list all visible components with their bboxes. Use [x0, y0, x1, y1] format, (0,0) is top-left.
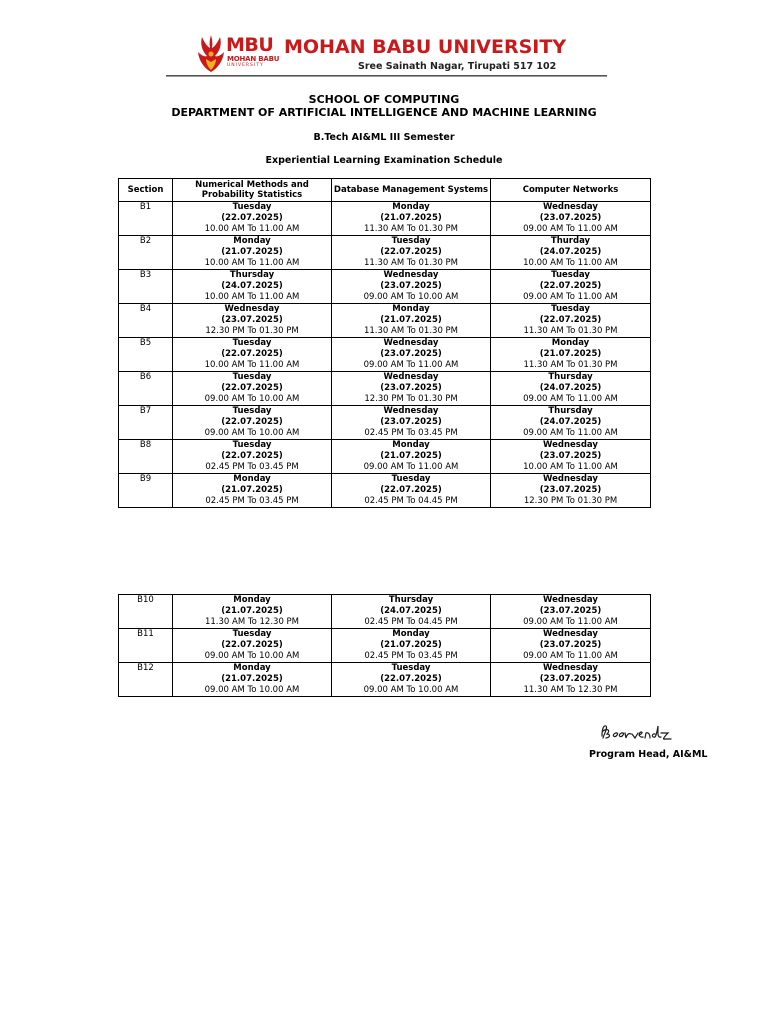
exam-day: Monday — [392, 440, 430, 450]
section-cell: B2 — [119, 236, 173, 270]
section-cell: B8 — [119, 440, 173, 474]
exam-time: 09.00 AM To 10.00 AM — [204, 394, 300, 404]
exam-day: Wednesday — [383, 372, 439, 382]
exam-day: Tuesday — [232, 440, 272, 450]
exam-time: 09.00 AM To 11.00 AM — [523, 617, 618, 627]
exam-time: 10.00 AM To 11.00 AM — [204, 224, 300, 234]
table-row — [119, 663, 651, 697]
exam-day: Tuesday — [391, 236, 431, 246]
exam-slot-cell — [332, 629, 491, 663]
section-cell: B5 — [119, 338, 173, 372]
exam-date: (22.07.2025) — [221, 213, 283, 223]
exam-time: 09.00 AM To 11.00 AM — [523, 428, 618, 438]
exam-day: Monday — [392, 202, 430, 212]
logo-subtitle-small: UNIVERSITY — [227, 63, 264, 68]
phoenix-emblem-icon — [196, 34, 226, 74]
exam-time: 09.00 AM To 10.00 AM — [363, 685, 459, 695]
exam-slot-cell — [491, 372, 651, 406]
table-row — [119, 474, 651, 508]
exam-date: (22.07.2025) — [221, 417, 283, 427]
exam-slot-cell — [491, 338, 651, 372]
exam-day: Monday — [233, 595, 271, 605]
exam-day: Monday — [392, 304, 430, 314]
exam-date: (23.07.2025) — [539, 485, 602, 495]
exam-slot-cell — [491, 663, 651, 697]
exam-time: 11.30 AM To 01.30 PM — [523, 360, 618, 370]
exam-time: 12.30 PM To 01.30 PM — [364, 394, 458, 404]
exam-day: Wednesday — [543, 440, 598, 450]
exam-day: Wednesday — [224, 304, 280, 314]
exam-slot-cell — [491, 595, 651, 629]
section-cell: B1 — [119, 202, 173, 236]
exam-day: Tuesday — [232, 202, 272, 212]
exam-date: (21.07.2025) — [221, 674, 283, 684]
exam-day: Tuesday — [232, 372, 272, 382]
exam-date: (23.07.2025) — [539, 606, 602, 616]
exam-slot-cell — [491, 202, 651, 236]
exam-slot-cell — [332, 304, 491, 338]
exam-day: Wednesday — [383, 406, 439, 416]
exam-date: (24.07.2025) — [539, 383, 602, 393]
exam-date: (24.07.2025) — [539, 417, 602, 427]
exam-day: Tuesday — [232, 406, 272, 416]
exam-time: 10.00 AM To 11.00 AM — [523, 258, 618, 268]
department-title: DEPARTMENT OF ARTIFICIAL INTELLIGENCE AND MACHINE LEARNING — [171, 106, 597, 119]
exam-date: (21.07.2025) — [380, 315, 442, 325]
university-name: MOHAN BABU UNIVERSITY — [284, 36, 567, 58]
exam-slot-cell — [491, 474, 651, 508]
exam-time: 11.30 AM To 12.30 PM — [204, 617, 300, 627]
exam-day: Tuesday — [551, 304, 590, 314]
exam-time: 11.30 AM To 01.30 PM — [363, 326, 459, 336]
exam-date: (23.07.2025) — [380, 349, 442, 359]
exam-time: 09.00 AM To 10.00 AM — [204, 428, 300, 438]
exam-slot-cell — [173, 440, 332, 474]
exam-schedule-table — [118, 178, 651, 508]
exam-day: Monday — [392, 629, 430, 639]
exam-slot-cell — [332, 372, 491, 406]
exam-day: Wednesday — [543, 595, 598, 605]
table-row — [119, 629, 651, 663]
table-row — [119, 338, 651, 372]
exam-time: 09.00 AM To 11.00 AM — [363, 462, 459, 472]
exam-time: 11.30 AM To 01.30 PM — [363, 258, 459, 268]
column-header: Database Management Systems — [332, 179, 491, 202]
table-row — [119, 236, 651, 270]
exam-time: 10.00 AM To 11.00 AM — [204, 360, 300, 370]
exam-slot-cell — [173, 270, 332, 304]
exam-time: 12.30 PM To 01.30 PM — [523, 496, 618, 506]
exam-slot-cell — [332, 595, 491, 629]
exam-time: 02.45 PM To 03.45 PM — [364, 428, 458, 438]
exam-date: (21.07.2025) — [539, 349, 602, 359]
exam-day: Tuesday — [391, 474, 431, 484]
program-title: B.Tech AI&ML III Semester — [313, 132, 455, 143]
table-row — [119, 270, 651, 304]
table-row — [119, 406, 651, 440]
exam-day: Tuesday — [232, 629, 272, 639]
exam-schedule-table-continued — [118, 594, 651, 697]
exam-time: 09.00 AM To 11.00 AM — [523, 292, 618, 302]
column-header: Numerical Methods and Probability Statistics — [173, 179, 332, 202]
exam-day: Thursday — [548, 372, 593, 382]
exam-date: (23.07.2025) — [380, 383, 442, 393]
exam-day: Thursday — [388, 595, 434, 605]
exam-time: 02.45 PM To 03.45 PM — [205, 462, 299, 472]
table-row — [119, 304, 651, 338]
exam-date: (22.07.2025) — [539, 281, 602, 291]
exam-time: 10.00 AM To 11.00 AM — [523, 462, 618, 472]
exam-date: (22.07.2025) — [380, 247, 442, 257]
exam-date: (21.07.2025) — [221, 247, 283, 257]
exam-day: Wednesday — [543, 629, 598, 639]
exam-time: 02.45 PM To 03.45 PM — [205, 496, 299, 506]
exam-slot-cell — [491, 236, 651, 270]
exam-day: Wednesday — [543, 474, 598, 484]
exam-time: 09.00 AM To 11.00 AM — [523, 394, 618, 404]
exam-day: Tuesday — [232, 338, 272, 348]
section-cell: B7 — [119, 406, 173, 440]
exam-time: 12.30 PM To 01.30 PM — [205, 326, 299, 336]
section-cell: B6 — [119, 372, 173, 406]
logo-abbrev: MBU — [226, 34, 274, 56]
exam-slot-cell — [173, 629, 332, 663]
exam-slot-cell — [491, 304, 651, 338]
exam-slot-cell — [491, 406, 651, 440]
exam-slot-cell — [332, 440, 491, 474]
table-row — [119, 372, 651, 406]
exam-day: Tuesday — [391, 663, 431, 673]
exam-date: (23.07.2025) — [539, 213, 602, 223]
exam-time: 10.00 AM To 11.00 AM — [204, 258, 300, 268]
exam-slot-cell — [332, 474, 491, 508]
exam-date: (22.07.2025) — [221, 640, 283, 650]
exam-time: 09.00 AM To 10.00 AM — [363, 292, 459, 302]
exam-slot-cell — [491, 270, 651, 304]
exam-date: (22.07.2025) — [221, 349, 283, 359]
exam-date: (22.07.2025) — [221, 451, 283, 461]
table-row — [119, 440, 651, 474]
exam-slot-cell — [332, 202, 491, 236]
column-header: Section — [119, 179, 173, 202]
exam-time: 10.00 AM To 11.00 AM — [204, 292, 300, 302]
exam-date: (21.07.2025) — [380, 213, 442, 223]
exam-day: Wednesday — [543, 663, 598, 673]
exam-slot-cell — [173, 406, 332, 440]
exam-date: (23.07.2025) — [380, 281, 442, 291]
exam-time: 02.45 PM To 03.45 PM — [364, 651, 458, 661]
exam-time: 11.30 AM To 01.30 PM — [523, 326, 618, 336]
exam-time: 09.00 AM To 11.00 AM — [523, 651, 618, 661]
exam-slot-cell — [173, 236, 332, 270]
section-cell: B4 — [119, 304, 173, 338]
exam-date: (23.07.2025) — [539, 674, 602, 684]
exam-slot-cell — [173, 202, 332, 236]
exam-slot-cell — [332, 406, 491, 440]
university-address: Sree Sainath Nagar, Tirupati 517 102 — [358, 61, 557, 72]
exam-date: (21.07.2025) — [221, 485, 283, 495]
exam-day: Monday — [233, 474, 271, 484]
exam-day: Wednesday — [543, 202, 598, 212]
exam-slot-cell — [491, 629, 651, 663]
column-header: Computer Networks — [491, 179, 651, 202]
section-cell: B3 — [119, 270, 173, 304]
exam-slot-cell — [491, 440, 651, 474]
exam-slot-cell — [332, 663, 491, 697]
exam-day: Thursday — [229, 270, 275, 280]
section-cell: B11 — [119, 629, 173, 663]
exam-slot-cell — [332, 236, 491, 270]
exam-time: 09.00 AM To 11.00 AM — [363, 360, 459, 370]
exam-slot-cell — [173, 595, 332, 629]
section-cell: B12 — [119, 663, 173, 697]
exam-slot-cell — [173, 372, 332, 406]
exam-date: (21.07.2025) — [380, 451, 442, 461]
exam-slot-cell — [173, 304, 332, 338]
exam-time: 11.30 AM To 12.30 PM — [523, 685, 618, 695]
letterhead — [196, 34, 610, 78]
signature — [598, 722, 678, 744]
exam-day: Thurday — [550, 236, 591, 246]
exam-date: (22.07.2025) — [539, 315, 602, 325]
exam-time: 09.00 AM To 11.00 AM — [523, 224, 618, 234]
university-logo — [196, 34, 284, 74]
exam-date: (23.07.2025) — [539, 451, 602, 461]
exam-date: (21.07.2025) — [221, 606, 283, 616]
exam-day: Wednesday — [383, 270, 439, 280]
exam-date: (23.07.2025) — [380, 417, 442, 427]
exam-time: 02.45 PM To 04.45 PM — [364, 617, 458, 627]
exam-day: Thursday — [548, 406, 593, 416]
table-header-row — [119, 179, 651, 202]
exam-slot-cell — [173, 338, 332, 372]
exam-date: (22.07.2025) — [221, 383, 283, 393]
exam-date: (22.07.2025) — [380, 674, 442, 684]
exam-slot-cell — [332, 338, 491, 372]
schedule-title: Experiential Learning Examination Schedule — [265, 155, 503, 166]
exam-day: Monday — [551, 338, 590, 348]
exam-time: 11.30 AM To 01.30 PM — [363, 224, 459, 234]
exam-time: 02.45 PM To 04.45 PM — [364, 496, 458, 506]
exam-date: (24.07.2025) — [539, 247, 602, 257]
exam-time: 09.00 AM To 10.00 AM — [204, 685, 300, 695]
exam-day: Wednesday — [383, 338, 439, 348]
exam-date: (21.07.2025) — [380, 640, 442, 650]
logo-subtitle: MOHAN BABU — [227, 55, 280, 63]
exam-date: (23.07.2025) — [221, 315, 283, 325]
exam-day: Monday — [233, 663, 271, 673]
exam-slot-cell — [173, 474, 332, 508]
section-cell: B10 — [119, 595, 173, 629]
exam-slot-cell — [173, 663, 332, 697]
exam-day: Tuesday — [551, 270, 590, 280]
signatory-title: Program Head, AI&ML — [589, 749, 708, 760]
table-row — [119, 202, 651, 236]
section-cell: B9 — [119, 474, 173, 508]
exam-time: 09.00 AM To 10.00 AM — [204, 651, 300, 661]
table-row — [119, 595, 651, 629]
header-divider — [166, 75, 607, 77]
exam-day: Monday — [233, 236, 271, 246]
exam-slot-cell — [332, 270, 491, 304]
exam-date: (24.07.2025) — [221, 281, 283, 291]
exam-date: (24.07.2025) — [380, 606, 442, 616]
exam-date: (22.07.2025) — [380, 485, 442, 495]
school-title: SCHOOL OF COMPUTING — [308, 93, 460, 106]
exam-date: (23.07.2025) — [539, 640, 602, 650]
